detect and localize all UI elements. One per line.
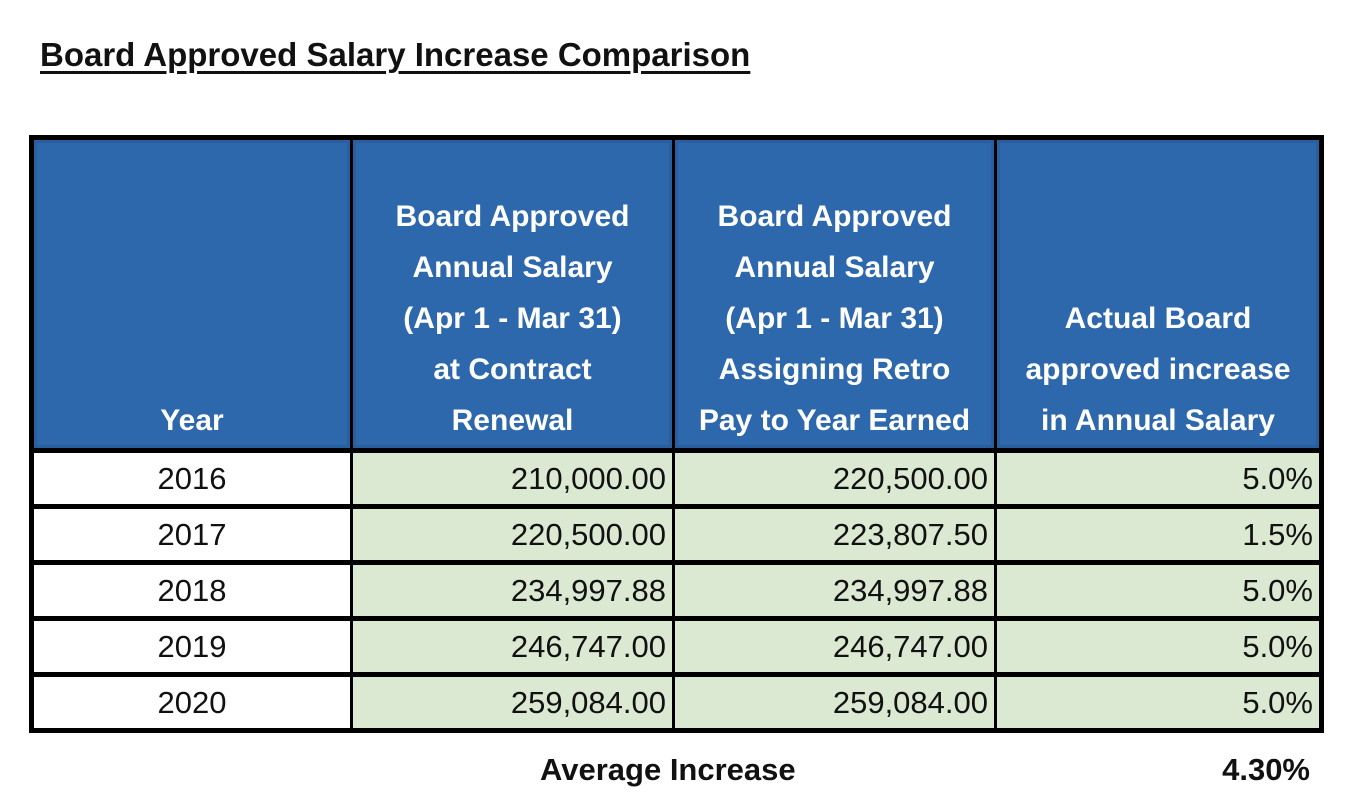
- table-header-row: [32, 138, 1322, 451]
- average-increase-value: 4.30%: [1222, 752, 1310, 787]
- header-contract-line: (Apr 1 - Mar 31): [403, 302, 622, 335]
- contract-salary-cell: 220,500.00: [352, 507, 674, 563]
- header-retro-line: Assigning Retro: [718, 353, 951, 386]
- header-contract-renewal: [352, 138, 674, 451]
- table-row: [32, 675, 1322, 731]
- contract-salary-cell: 246,747.00: [352, 619, 674, 675]
- year-cell: 2020: [32, 675, 352, 731]
- table-row: [32, 451, 1322, 507]
- increase-cell: 5.0%: [996, 451, 1322, 507]
- header-retro-pay: [674, 138, 996, 451]
- header-increase-line: approved increase: [1025, 353, 1291, 386]
- year-cell: 2017: [32, 507, 352, 563]
- increase-cell: 5.0%: [996, 619, 1322, 675]
- average-increase-label: Average Increase: [540, 752, 796, 787]
- retro-salary-cell: 234,997.88: [674, 563, 996, 619]
- page-title: Board Approved Salary Increase Comparison: [40, 36, 751, 73]
- contract-salary-cell: 234,997.88: [352, 563, 674, 619]
- header-contract-line: Annual Salary: [412, 251, 613, 284]
- header-retro-line: Pay to Year Earned: [698, 404, 971, 437]
- retro-salary-cell: 223,807.50: [674, 507, 996, 563]
- header-contract-line: Renewal: [451, 404, 574, 437]
- increase-cell: 5.0%: [996, 563, 1322, 619]
- table-row: [32, 563, 1322, 619]
- year-cell: 2019: [32, 619, 352, 675]
- header-contract-line: Board Approved: [395, 200, 630, 233]
- retro-salary-cell: 259,084.00: [674, 675, 996, 731]
- table-row: [32, 619, 1322, 675]
- header-increase-line: in Annual Salary: [1041, 404, 1275, 437]
- header-actual-increase: [996, 138, 1322, 451]
- retro-salary-cell: 246,747.00: [674, 619, 996, 675]
- contract-salary-cell: 259,084.00: [352, 675, 674, 731]
- header-contract-line: at Contract: [433, 353, 592, 386]
- header-retro-line: Board Approved: [717, 200, 952, 233]
- table-row: [32, 507, 1322, 563]
- header-retro-line: Annual Salary: [734, 251, 935, 284]
- salary-comparison-table: [29, 135, 1324, 733]
- header-retro-line: (Apr 1 - Mar 31): [725, 302, 944, 335]
- header-year-line: Year: [160, 404, 224, 437]
- year-cell: 2016: [32, 451, 352, 507]
- contract-salary-cell: 210,000.00: [352, 451, 674, 507]
- year-cell: 2018: [32, 563, 352, 619]
- retro-salary-cell: 220,500.00: [674, 451, 996, 507]
- increase-cell: 1.5%: [996, 507, 1322, 563]
- header-year: [32, 138, 352, 451]
- increase-cell: 5.0%: [996, 675, 1322, 731]
- header-increase-line: Actual Board: [1064, 302, 1252, 335]
